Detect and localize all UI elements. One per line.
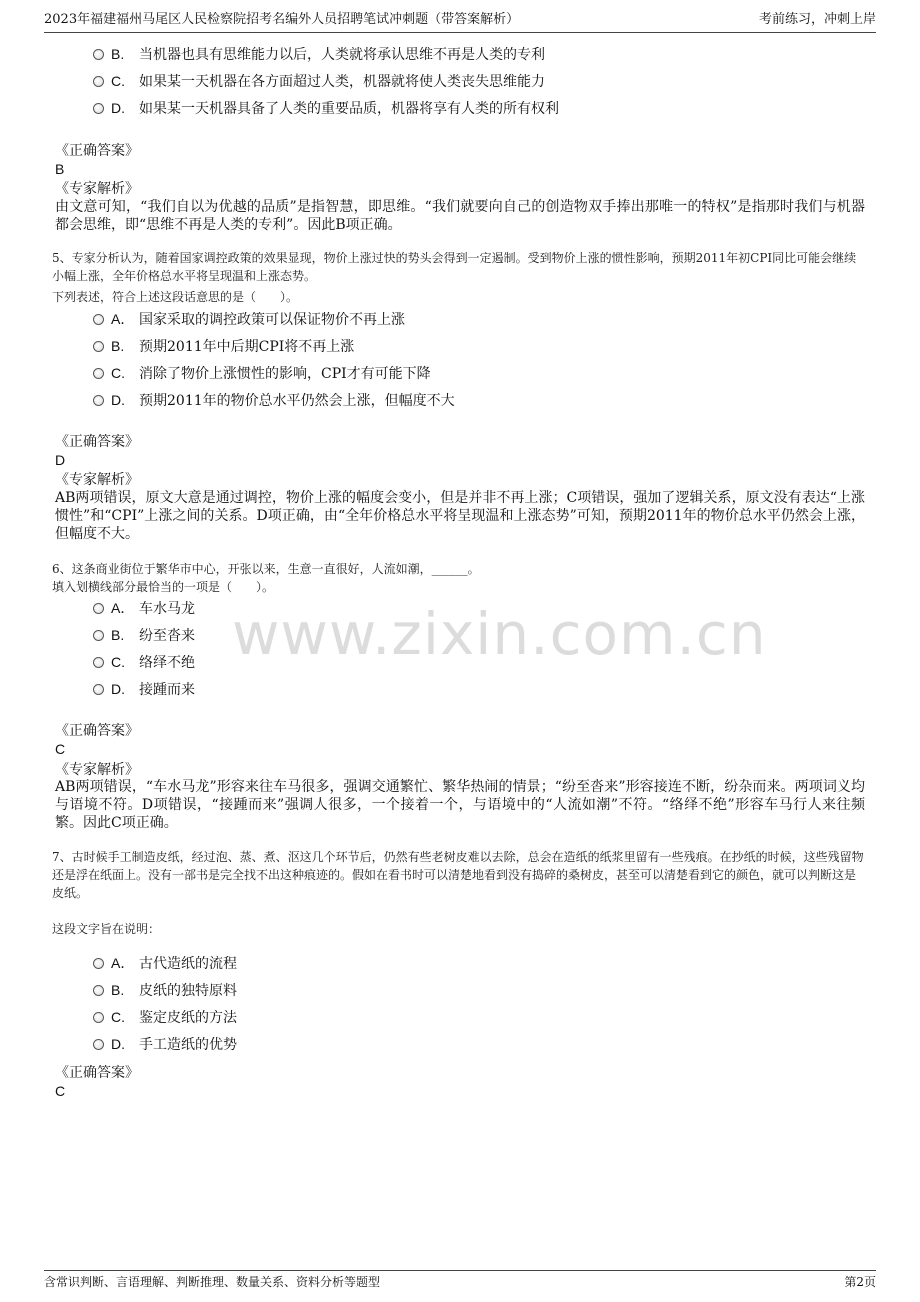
- radio-icon[interactable]: [93, 985, 104, 996]
- option-letter: C.: [111, 73, 125, 89]
- option-letter: D.: [111, 392, 125, 408]
- q7-prompt: 这段文字旨在说明：: [52, 922, 161, 936]
- option-letter: C.: [111, 654, 125, 670]
- q5-prompt: 下列表述，符合上述这段话意思的是（ ）。: [52, 290, 299, 304]
- footer-topics: 含常识判断、言语理解、判断推理、数量关系、资料分析等题型: [44, 1275, 381, 1289]
- q5-option-c[interactable]: [93, 362, 431, 384]
- option-text: 如果某一天机器具备了人类的重要品质，机器将享有人类的所有权利: [139, 101, 559, 117]
- radio-icon[interactable]: [93, 1012, 104, 1023]
- q7-option-a[interactable]: [93, 952, 237, 974]
- q4-option-c[interactable]: [93, 70, 545, 92]
- q7-option-c[interactable]: [93, 1006, 237, 1028]
- watermark: www.zixin.com.cn: [232, 600, 767, 668]
- option-letter: B.: [111, 627, 125, 643]
- q5-option-b[interactable]: [93, 335, 354, 357]
- radio-icon[interactable]: [93, 684, 104, 695]
- option-text: 手工造纸的优势: [139, 1037, 237, 1053]
- radio-icon[interactable]: [93, 314, 104, 325]
- page-footer: [44, 1270, 876, 1291]
- q7-answer: C: [55, 1083, 66, 1099]
- q5-answer-tag: 《正确答案》: [55, 434, 139, 450]
- option-letter: C.: [111, 1009, 125, 1025]
- option-text: 预期2011年的物价总水平仍然会上涨，但幅度不大: [139, 393, 455, 409]
- q6-option-b[interactable]: [93, 624, 195, 646]
- radio-icon[interactable]: [93, 958, 104, 969]
- radio-icon[interactable]: [93, 368, 104, 379]
- option-text: 当机器也具有思维能力以后，人类就将承认思维不再是人类的专利: [139, 47, 545, 63]
- option-letter: A．: [111, 600, 135, 616]
- option-letter: B.: [111, 46, 125, 62]
- q5-analysis-tag: 《专家解析》: [55, 472, 139, 488]
- q6-stem: 6、这条商业街位于繁华市中心，开张以来，生意一直很好，人流如潮，______。: [52, 562, 480, 576]
- q4-answer-tag: 《正确答案》: [55, 143, 139, 159]
- option-letter: D.: [111, 1036, 125, 1052]
- q4-analysis: 由文意可知，“我们自以为优越的品质”是指智慧，即思维。“我们就要向自己的创造物双手捧出那唯一的特权”是指那时我们与机器都会思维，即“思维不再是人类的专利”。因此B项正确。: [55, 199, 865, 233]
- option-letter: D.: [111, 681, 125, 697]
- option-text: 国家采取的调控政策可以保证物价不再上涨: [139, 312, 405, 328]
- option-text: 车水马龙: [139, 601, 195, 617]
- q6-option-c[interactable]: [93, 651, 195, 673]
- q4-option-b[interactable]: [93, 43, 545, 65]
- option-letter: D.: [111, 100, 125, 116]
- q4-option-d[interactable]: [93, 97, 559, 119]
- q5-analysis: AB两项错误，原文大意是通过调控，物价上涨的幅度会变小，但是并非不再上涨；C项错误，强加了逻辑关系，原文没有表达“上涨惯性”和“CPI”上涨之间的关系。D项正确，由“全年价格总水平将呈现温和上涨态势”可知，预期2011年的物价总水平仍然会上涨，但幅度不大。: [55, 490, 865, 542]
- radio-icon[interactable]: [93, 395, 104, 406]
- option-letter: A．: [111, 311, 135, 327]
- radio-icon[interactable]: [93, 76, 104, 87]
- q7-stem: 7、古时候手工制造皮纸，经过泡、蒸、煮、沤这几个环节后，仍然有些老树皮难以去除，总会在造纸的纸浆里留有一些残痕。在抄纸的时候，这些残留物还是浮在纸面上。没有一部书是完全找不出这种痕迹的。假如在看书时可以清楚地看到没有捣碎的桑树皮，甚至可以清楚看到它的颜色，就可以判断这是皮纸。: [52, 850, 864, 900]
- q7-option-d[interactable]: [93, 1033, 237, 1055]
- q4-analysis-tag: 《专家解析》: [55, 181, 139, 197]
- option-text: 古代造纸的流程: [139, 956, 237, 972]
- radio-icon[interactable]: [93, 657, 104, 668]
- q6-analysis: AB两项错误，“车水马龙”形容来往车马很多，强调交通繁忙、繁华热闹的情景；“纷至沓来”形容接连不断，纷杂而来。两项词义均与语境不符。D项错误，“接踵而来”强调人很多，一个接着一个，与语境中的“人流如潮”不符。“络绎不绝”形容车马行人来往频繁。因此C项正确。: [55, 779, 865, 831]
- q6-option-a[interactable]: [93, 597, 195, 619]
- q6-analysis-tag: 《专家解析》: [55, 762, 139, 778]
- q6-answer: C: [55, 741, 66, 757]
- q5-answer: D: [55, 452, 66, 468]
- option-text: 如果某一天机器在各方面超过人类，机器就将使人类丧失思维能力: [139, 74, 545, 90]
- option-text: 预期2011年中后期CPI将不再上涨: [139, 339, 355, 355]
- page-number: 第2页: [844, 1275, 876, 1289]
- radio-icon[interactable]: [93, 103, 104, 114]
- q5-option-d[interactable]: [93, 389, 455, 411]
- option-text: 皮纸的独特原料: [139, 983, 237, 999]
- q6-prompt: 填入划横线部分最恰当的一项是（ ）。: [52, 580, 275, 594]
- option-text: 消除了物价上涨惯性的影响，CPI才有可能下降: [139, 366, 431, 382]
- q5-option-a[interactable]: [93, 308, 405, 330]
- option-text: 纷至沓来: [139, 628, 195, 644]
- option-text: 鉴定皮纸的方法: [139, 1010, 237, 1026]
- q4-answer: B: [55, 161, 65, 177]
- option-letter: C.: [111, 365, 125, 381]
- option-letter: B.: [111, 338, 125, 354]
- document-title: 2023年福建福州马尾区人民检察院招考名编外人员招聘笔试冲刺题（带答案解析）: [44, 12, 520, 27]
- radio-icon[interactable]: [93, 49, 104, 60]
- q6-option-d[interactable]: [93, 678, 195, 700]
- option-letter: B.: [111, 982, 125, 998]
- header-slogan: 考前练习，冲刺上岸: [758, 12, 876, 27]
- radio-icon[interactable]: [93, 603, 104, 614]
- option-letter: A．: [111, 955, 135, 971]
- q7-answer-tag: 《正确答案》: [55, 1065, 139, 1081]
- radio-icon[interactable]: [93, 630, 104, 641]
- q7-option-b[interactable]: [93, 979, 237, 1001]
- option-text: 接踵而来: [139, 682, 195, 698]
- q6-answer-tag: 《正确答案》: [55, 723, 139, 739]
- q5-stem: 5、专家分析认为，随着国家调控政策的效果显现，物价上涨过快的势头会得到一定遏制。受到物价上涨的惯性影响，预期2011年初CPI同比可能会继续小幅上涨，全年价格总水平将呈现温和上涨态势。: [52, 251, 857, 283]
- radio-icon[interactable]: [93, 341, 104, 352]
- option-text: 络绎不绝: [139, 655, 195, 671]
- radio-icon[interactable]: [93, 1039, 104, 1050]
